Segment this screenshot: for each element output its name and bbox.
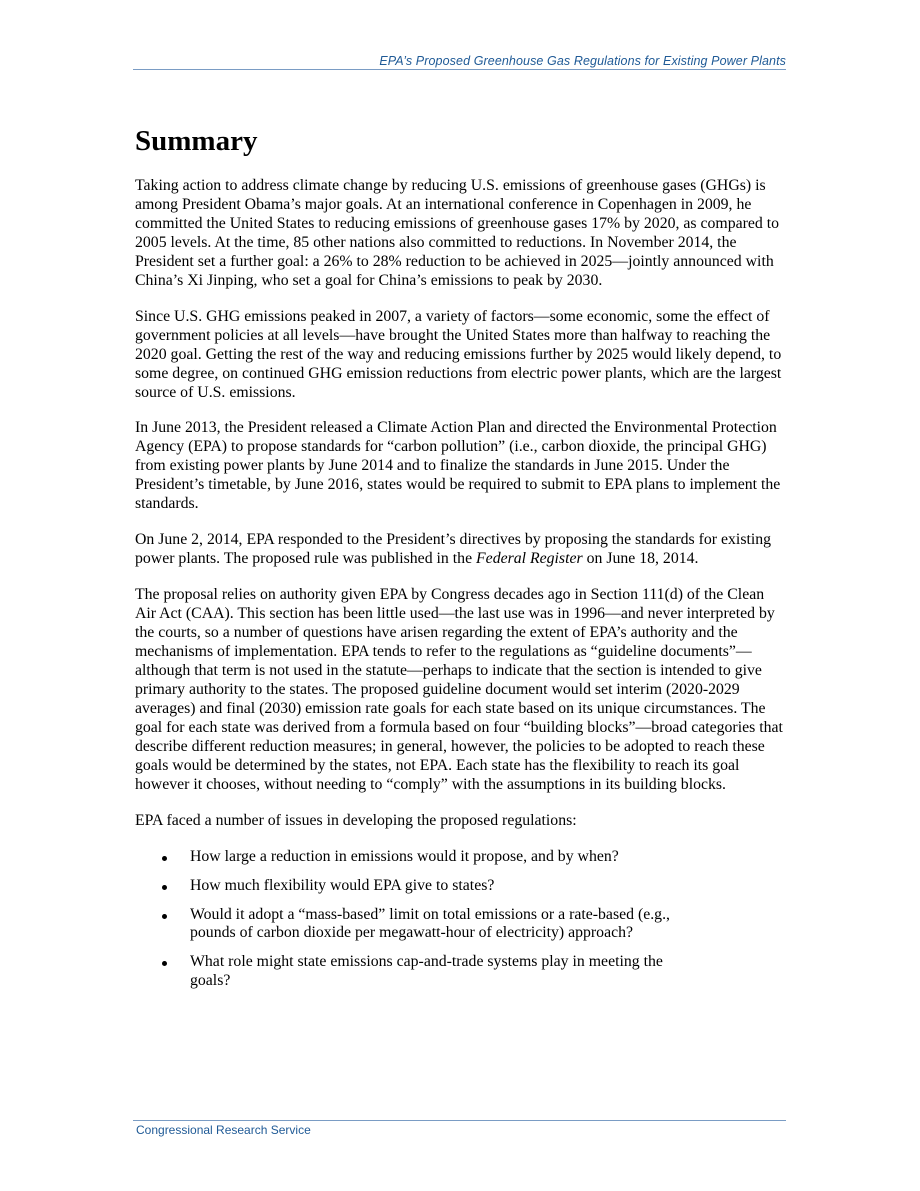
paragraph-climate-goals: Taking action to address climate change by reducing U.S. emissions of greenhouse gases (GHGs) is among President Obama’s major goals. At an international conference in Copenhagen in 2009, he committed the United States to reducing emissions of greenhouse gases 17% by 2020, as compared to 2005 levels. At the time, 85 other nations also committed to reductions. In November 2014, the President set a further goal: a 26% to 28% reduction to be achieved in 2025—jointly announced with China’s Xi Jinping, who set a goal for China’s emissions to peak by 2030. <box>135 177 780 289</box>
bullet-icon <box>162 961 167 966</box>
list-item-text-continued: pounds of carbon dioxide per megawatt-hour of electricity) approach? <box>190 924 634 942</box>
paragraph-climate-action-plan: In June 2013, the President released a Climate Action Plan and directed the Environmental Protection Agency (EPA) to propose standards for “carbon pollution” (i.e., carbon dioxide, the principal GHG) from existing power plants by June 2014 and to finalize the standards in June 2015. Under the President’s timetable, by June 2016, states would be required to submit to EPA plans to implement the standards. <box>135 419 781 513</box>
list-item-text-continued: goals? <box>190 972 231 990</box>
paragraph-proposed-rule <box>135 531 787 569</box>
bullet-icon <box>162 914 167 919</box>
list-item-text: Would it adopt a “mass-based” limit on total emissions or a rate-based (e.g., <box>190 905 670 923</box>
list-item <box>135 906 787 944</box>
paragraph-issues-intro: EPA faced a number of issues in developing the proposed regulations: <box>135 811 577 829</box>
proposed-rule-text-end: on June 18, 2014. <box>582 550 699 568</box>
bullet-icon <box>162 856 167 861</box>
list-item-text: How much flexibility would EPA give to states? <box>190 876 495 894</box>
paragraph-emissions-progress: Since U.S. GHG emissions peaked in 2007, a variety of factors—some economic, some the effect of government policies at all levels—have brought the United States more than halfway to reaching the 2020 goal. Getting the rest of the way and reducing emissions further by 2025 would likely depend, to some degree, on continued GHG emission reductions from electric power plants, which are the largest source of U.S. emissions. <box>135 307 782 401</box>
page-title: Summary <box>135 125 258 157</box>
list-item-text: What role might state emissions cap-and-trade systems play in meeting the <box>190 953 663 971</box>
issues-list <box>135 848 787 992</box>
federal-register-title: Federal Register <box>476 550 583 568</box>
list-item <box>135 877 787 896</box>
paragraph-caa-authority: The proposal relies on authority given EPA by Congress decades ago in Section 111(d) of the Clean Air Act (CAA). This section has been little used—the last use was in 1996—and never interpreted by the courts, so a number of questions have arisen regarding the extent of EPA’s authority and the mechanisms of implementation. EPA tends to refer to the regulations as “guideline documents”—although that term is not used in the statute—perhaps to indicate that the section is intended to give primary authority to the states. The proposed guideline document would set interim (2020-2029 averages) and final (2030) emission rate goals for each state based on its unique circumstances. The goal for each state was derived from a formula based on four “building blocks”—broad categories that describe different reduction measures; in general, however, the policies to be adopted to reach these goals would be determined by the states, not EPA. Each state has the flexibility to reach its goal however it chooses, without needing to “comply” with the assumptions in its building blocks. <box>135 586 783 793</box>
bullet-icon <box>162 885 167 890</box>
list-item <box>135 848 787 867</box>
list-item <box>135 953 787 991</box>
header-divider <box>133 69 786 70</box>
footer-divider <box>133 1120 786 1121</box>
proposed-rule-text-start: On June 2, 2014, EPA responded to the President’s directives by proposing the standards for existing power plants. The proposed rule was published in the <box>135 531 772 568</box>
running-header-title: EPA’s Proposed Greenhouse Gas Regulations for Existing Power Plants <box>379 54 786 68</box>
list-item-text: How large a reduction in emissions would it propose, and by when? <box>190 847 619 865</box>
footer-organization: Congressional Research Service <box>136 1123 311 1137</box>
summary-body <box>135 177 787 1001</box>
